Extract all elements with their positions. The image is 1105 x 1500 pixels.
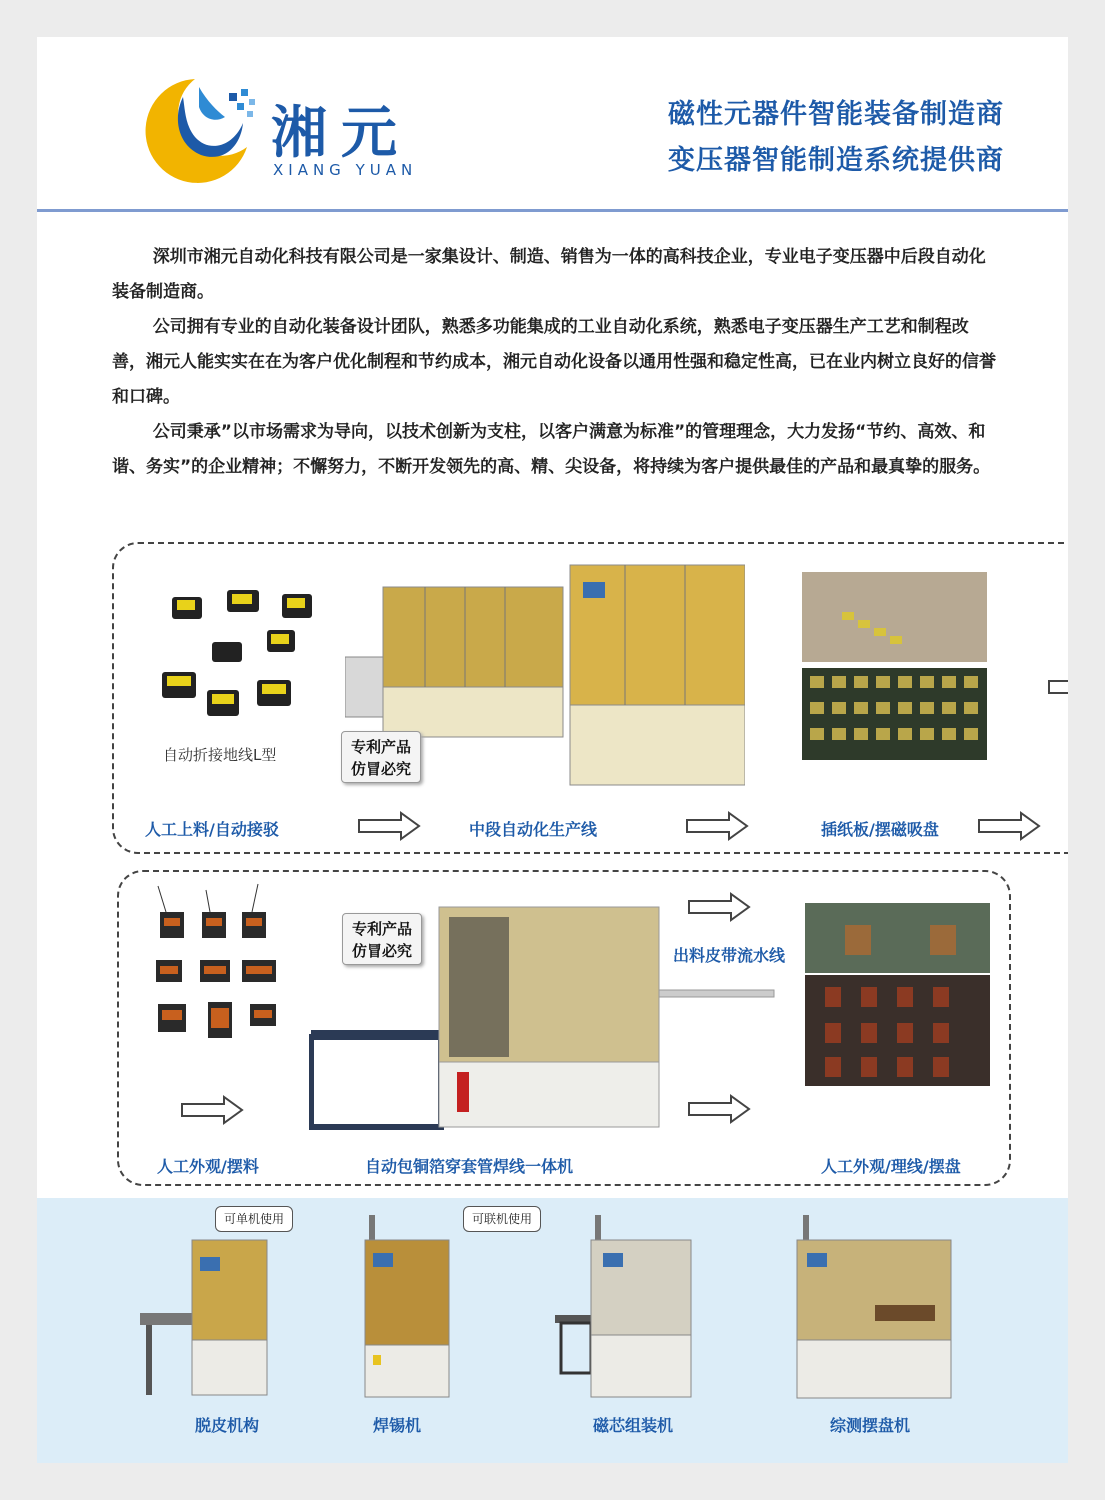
slogan-line-2: 变压器智能制造系统提供商 [668,145,1004,176]
slogan-line-1: 磁性元器件智能装备制造商 [668,99,1004,130]
paper-insertion-photo [802,572,987,760]
machine-core-assembly-label: 磁芯组装机 [593,1416,674,1435]
patent-badge-line-2: 仿冒必究 [351,942,412,960]
intro-paragraph-1: 深圳市湘元自动化科技有限公司是一家集设计、制造、销售为一体的高科技企业，专业电子变压器中后段自动化装备制造商。 [112,247,986,302]
flow-arrow-right-icon [1047,672,1068,702]
patent-badge-line-2: 仿冒必究 [350,760,411,778]
testing-tray-machine-photo [795,1215,953,1400]
linked-tag: 可联机使用 [463,1206,541,1232]
manual-wiring-tray-photo [805,903,990,1086]
machine-stripping-label: 脱皮机构 [195,1416,260,1435]
flow-arrow-right-icon [687,1094,751,1124]
flow-arrow-right-icon [977,811,1041,841]
step-manual-inspection: 人工外观/摆料 [157,1157,259,1176]
step-paper-insertion: 插纸板/摆磁吸盘 [821,820,939,839]
step-integrated-machine: 自动包铜箔穿套管焊线一体机 [365,1157,574,1176]
soldering-machine-photo [357,1215,452,1400]
company-intro [112,240,1002,485]
flow-arrow-right-icon [685,811,749,841]
patent-badge-line-1: 专利产品 [351,920,412,938]
brand-name-cn: 湘元 [271,101,411,166]
part-caption: 自动折接地线L型 [163,746,277,764]
header-divider [37,209,1068,212]
intro-paragraph-3: 公司秉承”以市场需求为导向，以技术创新为支柱，以客户满意为标准”的管理理念，大力发扬“节约、高效、和谐、务实”的企业精神；不懈努力，不断开发领先的高、精、尖设备，将持续为客户提供最佳的产品和最真挚的服务。 [112,422,991,477]
patent-badge-1 [341,731,421,783]
stripping-machine-photo [140,1235,270,1400]
flow-arrow-right-icon [687,892,751,922]
core-assembly-machine-photo [555,1215,695,1400]
flow-arrow-right-icon [357,811,421,841]
brochure-page [37,37,1068,1463]
patent-badge-line-1: 专利产品 [350,738,411,756]
machine-soldering-label: 焊锡机 [373,1416,422,1435]
wired-transformers-photo [142,882,287,1047]
conveyor-belt-label: 出料皮带流水线 [673,946,786,965]
step-manual-tray: 人工外观/理线/摆盘 [821,1157,961,1176]
brand-name-en: XIANG YUAN [273,161,418,179]
machine-testing-tray-label: 综测摆盘机 [830,1416,911,1435]
step-manual-loading: 人工上料/自动接驳 [145,820,279,839]
standalone-tag: 可单机使用 [215,1206,293,1232]
intro-paragraph-2: 公司拥有专业的自动化装备设计团队，熟悉多功能集成的工业自动化系统，熟悉电子变压器生产工艺和制程改善，湘元人能实实在在为客户优化制程和节约成本，湘元自动化设备以通用性强和稳定性高，已在业内树立良好的信誉和口碑。 [112,317,996,407]
transformer-parts-photo [152,582,352,742]
step-mid-line: 中段自动化生产线 [469,820,598,839]
flow-arrow-right-icon [180,1095,244,1125]
